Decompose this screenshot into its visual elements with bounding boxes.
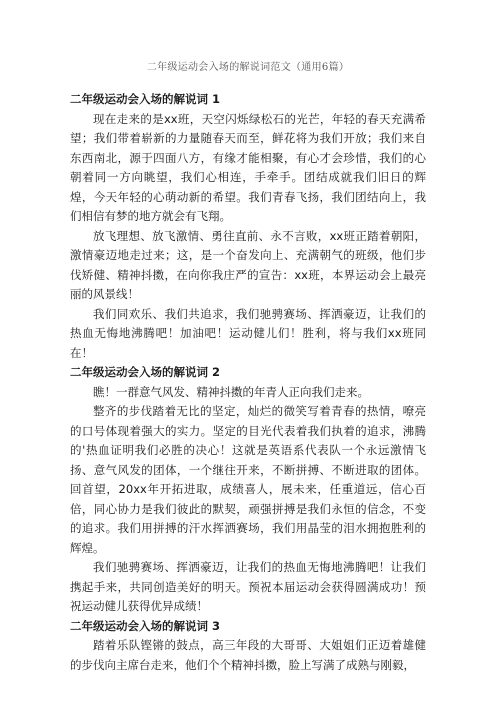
paragraph: 现在走来的是xx班，天空闪烁绿松石的光芒，年轻的春天充满希望；我们带着崭新的力量随春天而至，鲜花将为我们开放；我们来自东西南北，源于四面八方，有缘才能相聚，有心才会珍惜，我们的心朝着同一方向眺望，我们心相连，手牵手。团结成就我们旧日的辉煌，今天年轻的心萌动新的希望。我们青春飞扬，我们团结向上，我们相信有梦的地方就会有飞翔。	[70, 111, 426, 223]
section-2	[70, 363, 426, 617]
paragraph: 我们同欢乐、我们共追求，我们驰骋赛场、挥洒豪迈，让我们的热血无悔地沸腾吧！加油吧！运动健儿们！胜利，将与我们xx班同在！	[70, 306, 426, 360]
section-1	[70, 90, 426, 363]
paragraph: 整齐的步伐踏着无比的坚定，灿烂的微笑写着青春的热情，嘹亮的口号体现着强大的实力。坚定的目光代表着我们执着的追求，沸腾的'热血证明我们必胜的决心！这就是英语系代表队一个永远激情飞扬、意气风发的团体，一个继往开来，不断拼搏、不断进取的团体。回首望，20xx年开拓进取，成绩喜人，展未来，任重道远，信心百倍，同心协力是我们彼此的默契，顽强拼搏是我们永恒的信念，不变的追求。我们用拼搏的汗水挥洒赛场，我们用晶莹的泪水拥抱胜利的辉煌。	[70, 404, 426, 555]
section-3	[70, 617, 426, 676]
paragraph: 踏着乐队铿锵的鼓点，高三年段的大哥哥、大姐姐们正迈着雄健的步伐向主席台走来，他们个个精神抖擞，脸上写满了成熟与刚毅，	[70, 638, 426, 672]
section-heading: 二年级运动会入场的解说词 2	[70, 365, 221, 379]
document-title: 二年级运动会入场的解说词范文（通用6篇）	[146, 62, 350, 73]
paragraph: 瞧！一群意气风发、精神抖擞的年青人正向我们走来。	[93, 384, 369, 399]
section-heading: 二年级运动会入场的解说词 3	[70, 618, 221, 633]
paragraph: 我们驰骋赛场、挥洒豪迈，让我们的热血无悔地沸腾吧！让我们携起手来，共同创造美好的明天。预祝本届运动会获得圆满成功！预祝运动健儿获得优异成绩！	[70, 560, 426, 613]
section-heading: 二年级运动会入场的解说词 1	[70, 92, 221, 106]
paragraph: 放飞理想、放飞激情、勇往直前、永不言败，xx班正踏着朝阳，激情豪迈地走过来；这，是一个奋发向上、充满朝气的班级，他们步伐矫健、精神抖擞，在向你我庄严的宣告：xx班，本界运动会上最亮丽的风景线！	[70, 228, 426, 301]
